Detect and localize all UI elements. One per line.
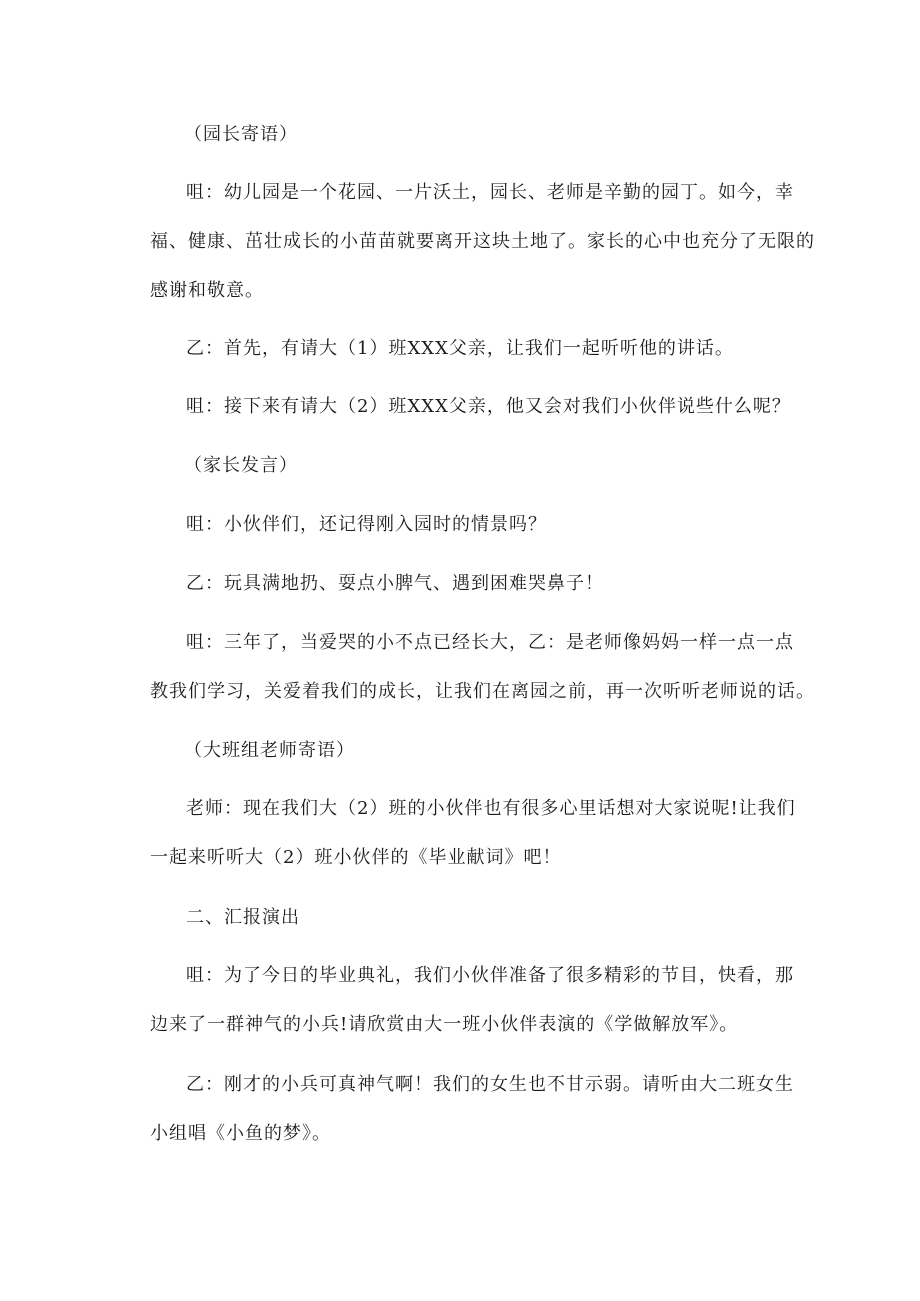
paragraph-three-years (150, 618, 815, 716)
text-line: 咀：幼儿园是一个花园、一片沃土，园长、老师是辛勤的园丁。如今，幸 (186, 182, 794, 203)
text-line: 小组唱《小鱼的梦》。 (150, 1123, 331, 1144)
text-line: 咀：接下来有请大（2）班XXX父亲，他又会对我们小伙伴说些什么呢？ (186, 396, 791, 417)
paragraph-kindergarten-garden (150, 168, 815, 315)
text-line: 乙：玩具满地扔、耍点小脾气、遇到困难哭鼻子！ (186, 573, 604, 594)
section-heading-performance (150, 893, 790, 942)
text-line: 乙：首先，有请大（1）班XXX父亲，让我们一起听听他的讲话。 (186, 338, 734, 359)
paragraph-teacher (150, 784, 796, 882)
paragraph-class1-father (150, 324, 790, 373)
paragraph-toys (150, 559, 790, 608)
text-line: 边来了一群神气的小兵!请欣赏由大一班小伙伴表演的《学做解放军》。 (150, 1014, 739, 1035)
text-line: 咀：为了今日的毕业典礼，我们小伙伴准备了很多精彩的节目，快看，那 (186, 965, 794, 986)
text-line: 感谢和敬意。 (150, 280, 264, 301)
subtitle-parent-speech (150, 441, 790, 490)
text-line: （大班组老师寄语） (184, 740, 355, 761)
text-line: 乙：刚才的小兵可真神气啊！我们的女生也不甘示弱。请听由大二班女生 (186, 1074, 794, 1095)
paragraph-remember (150, 500, 790, 549)
text-line: （园长寄语） (184, 124, 298, 145)
text-line: 二、汇报演出 (186, 907, 300, 928)
text-line: 咀：三年了，当爱哭的小不点已经长大，乙：是老师像妈妈一样一点一点 (186, 632, 794, 653)
subtitle-principal-message (150, 110, 790, 159)
text-line: 教我们学习，关爱着我们的成长，让我们在离园之前，再一次听听老师说的话。 (150, 681, 815, 702)
text-line: 老师：现在我们大（2）班的小伙伴也有很多心里话想对大家说呢!让我们 (186, 798, 796, 819)
text-line: 一起来听听大（2）班小伙伴的《毕业献词》吧！ (150, 847, 562, 868)
paragraph-class2-father (150, 382, 790, 431)
paragraph-graduation-show (150, 951, 794, 1049)
text-line: （家长发言） (184, 455, 298, 476)
text-line: 咀：小伙伴们，还记得刚入园时的情景吗？ (186, 514, 547, 535)
text-line: 福、健康、茁壮成长的小苗苗就要离开这块土地了。家长的心中也充分了无限的 (150, 231, 815, 252)
paragraph-girls-song (150, 1060, 794, 1158)
subtitle-teacher-message (150, 726, 790, 775)
